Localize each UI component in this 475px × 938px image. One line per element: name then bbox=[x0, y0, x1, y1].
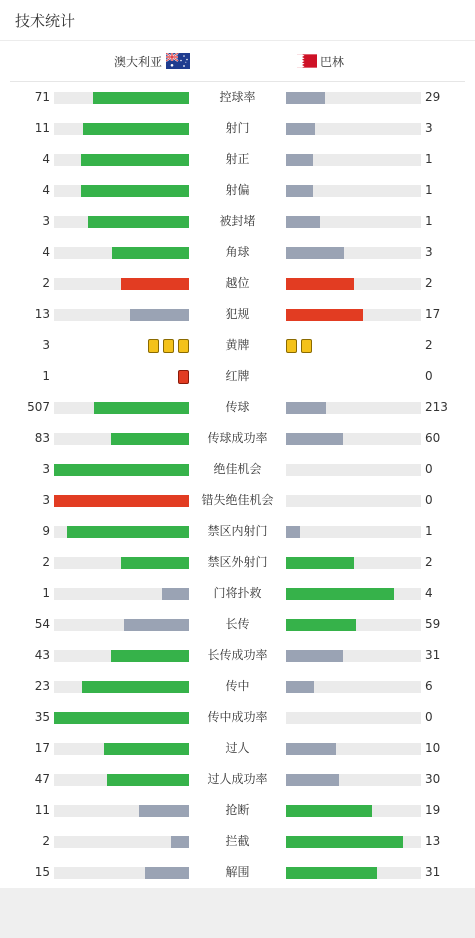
stat-left-value: 15 bbox=[34, 865, 50, 879]
stat-label: 角球 bbox=[225, 245, 250, 259]
stat-bar-right-fill bbox=[286, 92, 325, 104]
stat-label: 被封堵 bbox=[219, 214, 256, 228]
stat-bar-left-fill bbox=[88, 216, 189, 228]
stat-label: 拦截 bbox=[225, 834, 250, 848]
stat-bar-left bbox=[54, 216, 189, 228]
stat-bar-left bbox=[54, 588, 189, 600]
stat-right-value: 213 bbox=[425, 400, 448, 414]
stat-label: 红牌 bbox=[225, 369, 250, 383]
stat-bar-right bbox=[286, 123, 421, 135]
stat-bar-left-fill bbox=[111, 433, 189, 445]
stat-right-value: 2 bbox=[425, 276, 433, 290]
stat-left-value: 1 bbox=[42, 586, 50, 600]
stat-right-value: 1 bbox=[425, 214, 433, 228]
stat-label: 黄牌 bbox=[225, 338, 250, 352]
yellow-card-icon bbox=[148, 339, 159, 353]
stat-bar-left bbox=[54, 650, 189, 662]
stat-right-value: 3 bbox=[425, 121, 433, 135]
stat-left-value: 2 bbox=[42, 555, 50, 569]
stat-bar-left bbox=[54, 123, 189, 135]
stat-label: 长传 bbox=[225, 617, 250, 631]
stat-bar-right bbox=[286, 495, 421, 507]
team-right-name: 巴林 bbox=[320, 54, 345, 69]
stat-row bbox=[0, 268, 475, 299]
stats-list bbox=[0, 82, 475, 888]
stat-right-value: 3 bbox=[425, 245, 433, 259]
stat-bar-right-fill bbox=[286, 588, 394, 600]
stat-right-value: 10 bbox=[425, 741, 441, 755]
stat-label: 绝佳机会 bbox=[213, 462, 262, 476]
stat-left-value: 47 bbox=[34, 772, 50, 786]
stat-right-value: 1 bbox=[425, 152, 433, 166]
stat-bar-right bbox=[286, 650, 421, 662]
stat-row bbox=[0, 702, 475, 733]
stat-bar-right-fill bbox=[286, 216, 320, 228]
stat-bar-left bbox=[54, 154, 189, 166]
stat-label: 射正 bbox=[225, 152, 250, 166]
stat-bar-left-fill bbox=[81, 185, 189, 197]
stat-right-value: 1 bbox=[425, 183, 433, 197]
stat-right-value: 30 bbox=[425, 772, 441, 786]
stat-label: 传球成功率 bbox=[207, 431, 268, 445]
stat-bar-right-fill bbox=[286, 557, 354, 569]
stat-bar-right-fill bbox=[286, 309, 363, 321]
stat-left-value: 23 bbox=[34, 679, 50, 693]
team-left-name: 澳大利亚 bbox=[113, 54, 162, 69]
bahrain-flag-icon bbox=[297, 53, 317, 69]
stat-bar-left-fill bbox=[83, 123, 189, 135]
team-right[interactable] bbox=[297, 41, 344, 81]
stat-bar-right bbox=[286, 774, 421, 786]
stat-bar-left-fill bbox=[104, 743, 189, 755]
stat-row bbox=[0, 454, 475, 485]
stat-bar-right-fill bbox=[286, 836, 403, 848]
page-title bbox=[0, 0, 475, 41]
stat-right-value: 0 bbox=[425, 710, 433, 724]
stat-bar-left bbox=[54, 464, 189, 476]
stat-bar-left-fill bbox=[124, 619, 189, 631]
stat-label: 射门 bbox=[225, 121, 250, 135]
stat-bar-left-fill bbox=[139, 805, 189, 817]
stat-row bbox=[0, 733, 475, 764]
stat-label: 禁区内射门 bbox=[207, 524, 268, 538]
stat-row bbox=[0, 113, 475, 144]
stat-left-value: 17 bbox=[34, 741, 50, 755]
stat-bar-right-fill bbox=[286, 681, 314, 693]
stat-bar-left-fill bbox=[54, 464, 189, 476]
stat-right-value: 13 bbox=[425, 834, 441, 848]
stat-row bbox=[0, 671, 475, 702]
stat-bar-right bbox=[286, 867, 421, 879]
stat-left-value: 4 bbox=[42, 245, 50, 259]
stat-left-value: 3 bbox=[42, 338, 50, 352]
stat-label: 传中成功率 bbox=[207, 710, 268, 724]
stat-row bbox=[0, 609, 475, 640]
stat-bar-left-fill bbox=[107, 774, 189, 786]
stat-label: 解围 bbox=[225, 865, 250, 879]
stat-right-value: 2 bbox=[425, 555, 433, 569]
stat-bar-right bbox=[286, 278, 421, 290]
stat-left-value: 4 bbox=[42, 183, 50, 197]
stat-left-value: 3 bbox=[42, 214, 50, 228]
stat-bar-left bbox=[54, 681, 189, 693]
stat-label: 错失绝佳机会 bbox=[201, 493, 274, 507]
stat-bar-right-fill bbox=[286, 743, 336, 755]
stat-bar-right bbox=[286, 743, 421, 755]
stat-bar-right-fill bbox=[286, 185, 313, 197]
stat-bar-left bbox=[54, 309, 189, 321]
stat-bar-right-fill bbox=[286, 247, 344, 259]
stat-bar-right-fill bbox=[286, 650, 343, 662]
stat-bar-right bbox=[286, 247, 421, 259]
stat-bar-right bbox=[286, 309, 421, 321]
stat-bar-left-fill bbox=[82, 681, 189, 693]
stat-bar-left-fill bbox=[121, 557, 189, 569]
stat-bar-left bbox=[54, 836, 189, 848]
stat-left-value: 3 bbox=[42, 462, 50, 476]
stat-left-value: 1 bbox=[42, 369, 50, 383]
stat-right-value: 17 bbox=[425, 307, 441, 321]
stat-row bbox=[0, 795, 475, 826]
stat-bar-left-fill bbox=[171, 836, 189, 848]
stat-bar-right bbox=[286, 92, 421, 104]
stat-bar-left bbox=[54, 433, 189, 445]
stat-left-value: 43 bbox=[34, 648, 50, 662]
stat-label: 传球 bbox=[225, 400, 250, 414]
stat-label: 传中 bbox=[225, 679, 250, 693]
stat-right-value: 2 bbox=[425, 338, 433, 352]
stat-row bbox=[0, 764, 475, 795]
stat-bar-right bbox=[286, 712, 421, 724]
red-card-icon bbox=[178, 370, 189, 384]
stat-bar-right bbox=[286, 526, 421, 538]
stat-bar-left bbox=[54, 402, 189, 414]
stat-bar-left-fill bbox=[130, 309, 189, 321]
stat-bar-right bbox=[286, 402, 421, 414]
stat-row bbox=[0, 361, 475, 392]
stat-row bbox=[0, 330, 475, 361]
stat-bar-right-fill bbox=[286, 526, 300, 538]
stat-bar-left bbox=[54, 185, 189, 197]
stat-right-value: 4 bbox=[425, 586, 433, 600]
stat-right-value: 60 bbox=[425, 431, 441, 445]
stat-left-value: 11 bbox=[34, 121, 50, 135]
stat-bar-right bbox=[286, 557, 421, 569]
stat-bar-left bbox=[54, 743, 189, 755]
stat-left-value: 83 bbox=[34, 431, 50, 445]
stat-row bbox=[0, 82, 475, 113]
stat-left-value: 71 bbox=[34, 90, 50, 104]
stat-bar-right-fill bbox=[286, 619, 356, 631]
stat-bar-right-fill bbox=[286, 805, 372, 817]
stat-bar-right-fill bbox=[286, 867, 377, 879]
stat-bar-left bbox=[54, 526, 189, 538]
stat-bar-left-fill bbox=[111, 650, 189, 662]
stat-right-value: 31 bbox=[425, 865, 441, 879]
stat-row bbox=[0, 392, 475, 423]
stat-row bbox=[0, 175, 475, 206]
stat-bar-right bbox=[286, 433, 421, 445]
yellow-card-icon bbox=[301, 339, 312, 353]
stat-bar-right-fill bbox=[286, 278, 354, 290]
australia-flag-icon bbox=[166, 53, 190, 69]
stat-right-value: 0 bbox=[425, 369, 433, 383]
stat-label: 过人 bbox=[225, 741, 250, 755]
stat-right-value: 19 bbox=[425, 803, 441, 817]
stat-bar-left bbox=[54, 619, 189, 631]
stat-label: 控球率 bbox=[219, 90, 256, 104]
stat-bar-right bbox=[286, 836, 421, 848]
team-left[interactable] bbox=[114, 41, 190, 81]
stat-bar-left-fill bbox=[67, 526, 189, 538]
stat-bar-right bbox=[286, 185, 421, 197]
stat-left-value: 9 bbox=[42, 524, 50, 538]
cards-right bbox=[286, 339, 312, 353]
stat-bar-right-fill bbox=[286, 154, 313, 166]
page-title-text: 技术统计 bbox=[15, 11, 76, 30]
stat-bar-right-fill bbox=[286, 774, 339, 786]
stat-bar-left bbox=[54, 867, 189, 879]
stat-label: 禁区外射门 bbox=[207, 555, 268, 569]
stat-bar-right bbox=[286, 805, 421, 817]
cards-left bbox=[148, 339, 189, 353]
stat-label: 长传成功率 bbox=[207, 648, 268, 662]
stat-bar-left-fill bbox=[94, 402, 189, 414]
stat-bar-left-fill bbox=[54, 712, 189, 724]
stat-label: 门将扑救 bbox=[213, 586, 262, 600]
stat-row bbox=[0, 485, 475, 516]
stat-row bbox=[0, 237, 475, 268]
stat-bar-right bbox=[286, 588, 421, 600]
stat-row bbox=[0, 144, 475, 175]
stat-row bbox=[0, 826, 475, 857]
stat-row bbox=[0, 206, 475, 237]
stat-row bbox=[0, 640, 475, 671]
stat-right-value: 0 bbox=[425, 462, 433, 476]
stat-bar-left bbox=[54, 712, 189, 724]
stat-bar-right-fill bbox=[286, 433, 343, 445]
stat-bar-right-fill bbox=[286, 123, 315, 135]
stat-left-value: 54 bbox=[34, 617, 50, 631]
stat-bar-left-fill bbox=[162, 588, 189, 600]
stat-left-value: 507 bbox=[27, 400, 50, 414]
stat-row bbox=[0, 857, 475, 888]
stat-bar-right bbox=[286, 681, 421, 693]
stat-right-value: 29 bbox=[425, 90, 441, 104]
stat-bar-left-fill bbox=[54, 495, 189, 507]
stat-left-value: 13 bbox=[34, 307, 50, 321]
stat-bar-left bbox=[54, 557, 189, 569]
stat-label: 射偏 bbox=[225, 183, 250, 197]
stat-bar-left bbox=[54, 278, 189, 290]
stat-bar-left-fill bbox=[145, 867, 189, 879]
stat-bar-right-fill bbox=[286, 402, 326, 414]
stat-right-value: 59 bbox=[425, 617, 441, 631]
stat-bar-left-fill bbox=[81, 154, 189, 166]
stat-left-value: 11 bbox=[34, 803, 50, 817]
stat-row bbox=[0, 516, 475, 547]
stat-row bbox=[0, 299, 475, 330]
stat-left-value: 2 bbox=[42, 276, 50, 290]
stat-bar-left-fill bbox=[121, 278, 189, 290]
stat-label: 越位 bbox=[225, 276, 250, 290]
stat-left-value: 3 bbox=[42, 493, 50, 507]
stat-label: 犯规 bbox=[225, 307, 250, 321]
stat-bar-left-fill bbox=[112, 247, 189, 259]
stat-bar-right bbox=[286, 619, 421, 631]
stat-row bbox=[0, 547, 475, 578]
yellow-card-icon bbox=[286, 339, 297, 353]
stat-row bbox=[0, 423, 475, 454]
stat-bar-right bbox=[286, 154, 421, 166]
teams-header bbox=[10, 41, 465, 82]
stat-bar-left bbox=[54, 805, 189, 817]
stat-label: 过人成功率 bbox=[207, 772, 268, 786]
stat-left-value: 35 bbox=[34, 710, 50, 724]
stat-left-value: 4 bbox=[42, 152, 50, 166]
stat-bar-left bbox=[54, 774, 189, 786]
stat-bar-right bbox=[286, 464, 421, 476]
stat-bar-left bbox=[54, 247, 189, 259]
stat-right-value: 6 bbox=[425, 679, 433, 693]
stat-row bbox=[0, 578, 475, 609]
stat-right-value: 31 bbox=[425, 648, 441, 662]
stat-label: 抢断 bbox=[225, 803, 250, 817]
stat-bar-left bbox=[54, 495, 189, 507]
yellow-card-icon bbox=[178, 339, 189, 353]
cards-left bbox=[178, 370, 189, 384]
yellow-card-icon bbox=[163, 339, 174, 353]
stat-right-value: 1 bbox=[425, 524, 433, 538]
stat-bar-right bbox=[286, 216, 421, 228]
stat-bar-left-fill bbox=[93, 92, 189, 104]
stat-left-value: 2 bbox=[42, 834, 50, 848]
stat-right-value: 0 bbox=[425, 493, 433, 507]
stat-bar-left bbox=[54, 92, 189, 104]
